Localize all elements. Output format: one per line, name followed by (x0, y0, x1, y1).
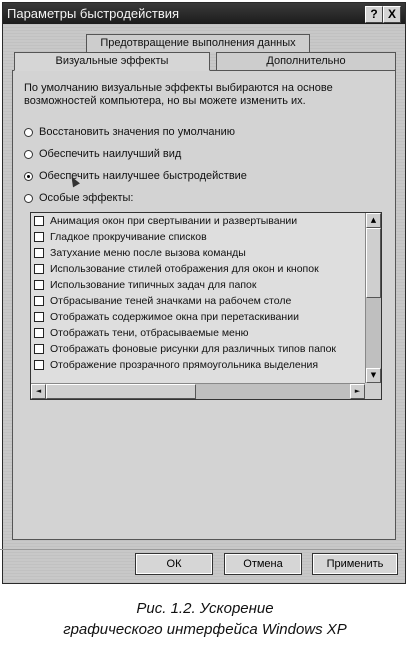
list-item-label: Гладкое прокручивание списков (50, 231, 207, 243)
caption-line-2: графического интерфейса Windows XP (63, 621, 347, 638)
list-item-label: Использование типичных задач для папок (50, 279, 257, 291)
list-item[interactable] (31, 341, 365, 357)
radio-label: Обеспечить наилучший вид (39, 148, 182, 160)
vertical-scrollbar[interactable] (365, 213, 381, 383)
help-button[interactable]: ? (365, 6, 383, 23)
checkbox[interactable] (34, 216, 44, 226)
checkbox[interactable] (34, 328, 44, 338)
tab-data-execution-prevention[interactable]: Предотвращение выполнения данных (86, 34, 310, 52)
checkbox[interactable] (34, 264, 44, 274)
list-item[interactable] (31, 261, 365, 277)
list-item-label: Отображать фоновые рисунки для различных типов папок (50, 343, 337, 355)
list-item[interactable] (31, 229, 365, 245)
scroll-right-icon[interactable]: ► (350, 384, 365, 399)
cancel-button[interactable]: Отмена (224, 553, 302, 575)
close-button[interactable]: X (383, 6, 401, 23)
scrollbar-corner (365, 383, 381, 399)
checkbox[interactable] (34, 248, 44, 258)
checkbox[interactable] (34, 360, 44, 370)
checkbox[interactable] (34, 296, 44, 306)
radio-button[interactable] (24, 194, 33, 203)
ok-button[interactable]: ОК (135, 553, 213, 575)
list-item[interactable] (31, 293, 365, 309)
list-item[interactable] (31, 325, 365, 341)
list-item-label: Использование стилей отображения для окон и кнопок (50, 263, 319, 275)
radio-label: Обеспечить наилучшее быстродействие (39, 170, 247, 182)
list-item-label: Отбрасывание теней значками на рабочем столе (50, 295, 292, 307)
list-item[interactable] (31, 213, 365, 229)
checkbox[interactable] (34, 280, 44, 290)
radio-button[interactable] (24, 150, 33, 159)
radio-best-appearance[interactable] (24, 146, 181, 162)
checkbox[interactable] (34, 344, 44, 354)
horizontal-scrollbar[interactable] (31, 383, 365, 399)
scroll-down-icon[interactable]: ▼ (366, 368, 381, 383)
radio-button[interactable] (24, 128, 33, 137)
tab-advanced[interactable]: Дополнительно (216, 52, 396, 70)
effects-listbox[interactable] (30, 212, 382, 400)
window-title: Параметры быстродействия (7, 6, 180, 21)
figure-caption (0, 598, 410, 640)
radio-button-selected[interactable] (24, 172, 33, 181)
list-item[interactable] (31, 309, 365, 325)
list-item[interactable] (31, 277, 365, 293)
checkbox[interactable] (34, 312, 44, 322)
list-item-label: Отображать содержимое окна при перетаскивании (50, 311, 299, 323)
caption-line-1: Рис. 1.2. Ускорение (136, 600, 274, 617)
radio-best-performance[interactable] (24, 168, 247, 184)
list-item-label: Затухание меню после вызова команды (50, 247, 246, 259)
scroll-thumb[interactable] (366, 228, 381, 298)
apply-button[interactable]: Применить (312, 553, 398, 575)
list-item-label: Отображение прозрачного прямоугольника выделения (50, 359, 319, 371)
divider (0, 549, 402, 550)
list-item[interactable] (31, 245, 365, 261)
description-text: По умолчанию визуальные эффекты выбираются на основе возможностей компьютера, но вы можете изменить их. (24, 82, 333, 107)
list-item-label: Отображать тени, отбрасываемые меню (50, 327, 249, 339)
list-item-label: Анимация окон при свертывании и развертывании (50, 215, 298, 227)
horizontal-scroll-thumb[interactable] (46, 384, 196, 399)
tab-visual-effects[interactable]: Визуальные эффекты (14, 52, 210, 71)
scroll-up-icon[interactable]: ▲ (366, 213, 381, 228)
radio-restore-defaults[interactable] (24, 124, 235, 140)
checkbox[interactable] (34, 232, 44, 242)
radio-label: Особые эффекты: (39, 192, 134, 204)
scroll-left-icon[interactable]: ◄ (31, 384, 46, 399)
title-bar[interactable] (3, 3, 405, 24)
list-item[interactable] (31, 357, 365, 373)
radio-label: Восстановить значения по умолчанию (39, 126, 236, 138)
radio-custom[interactable] (24, 190, 133, 206)
effects-list (31, 213, 365, 383)
